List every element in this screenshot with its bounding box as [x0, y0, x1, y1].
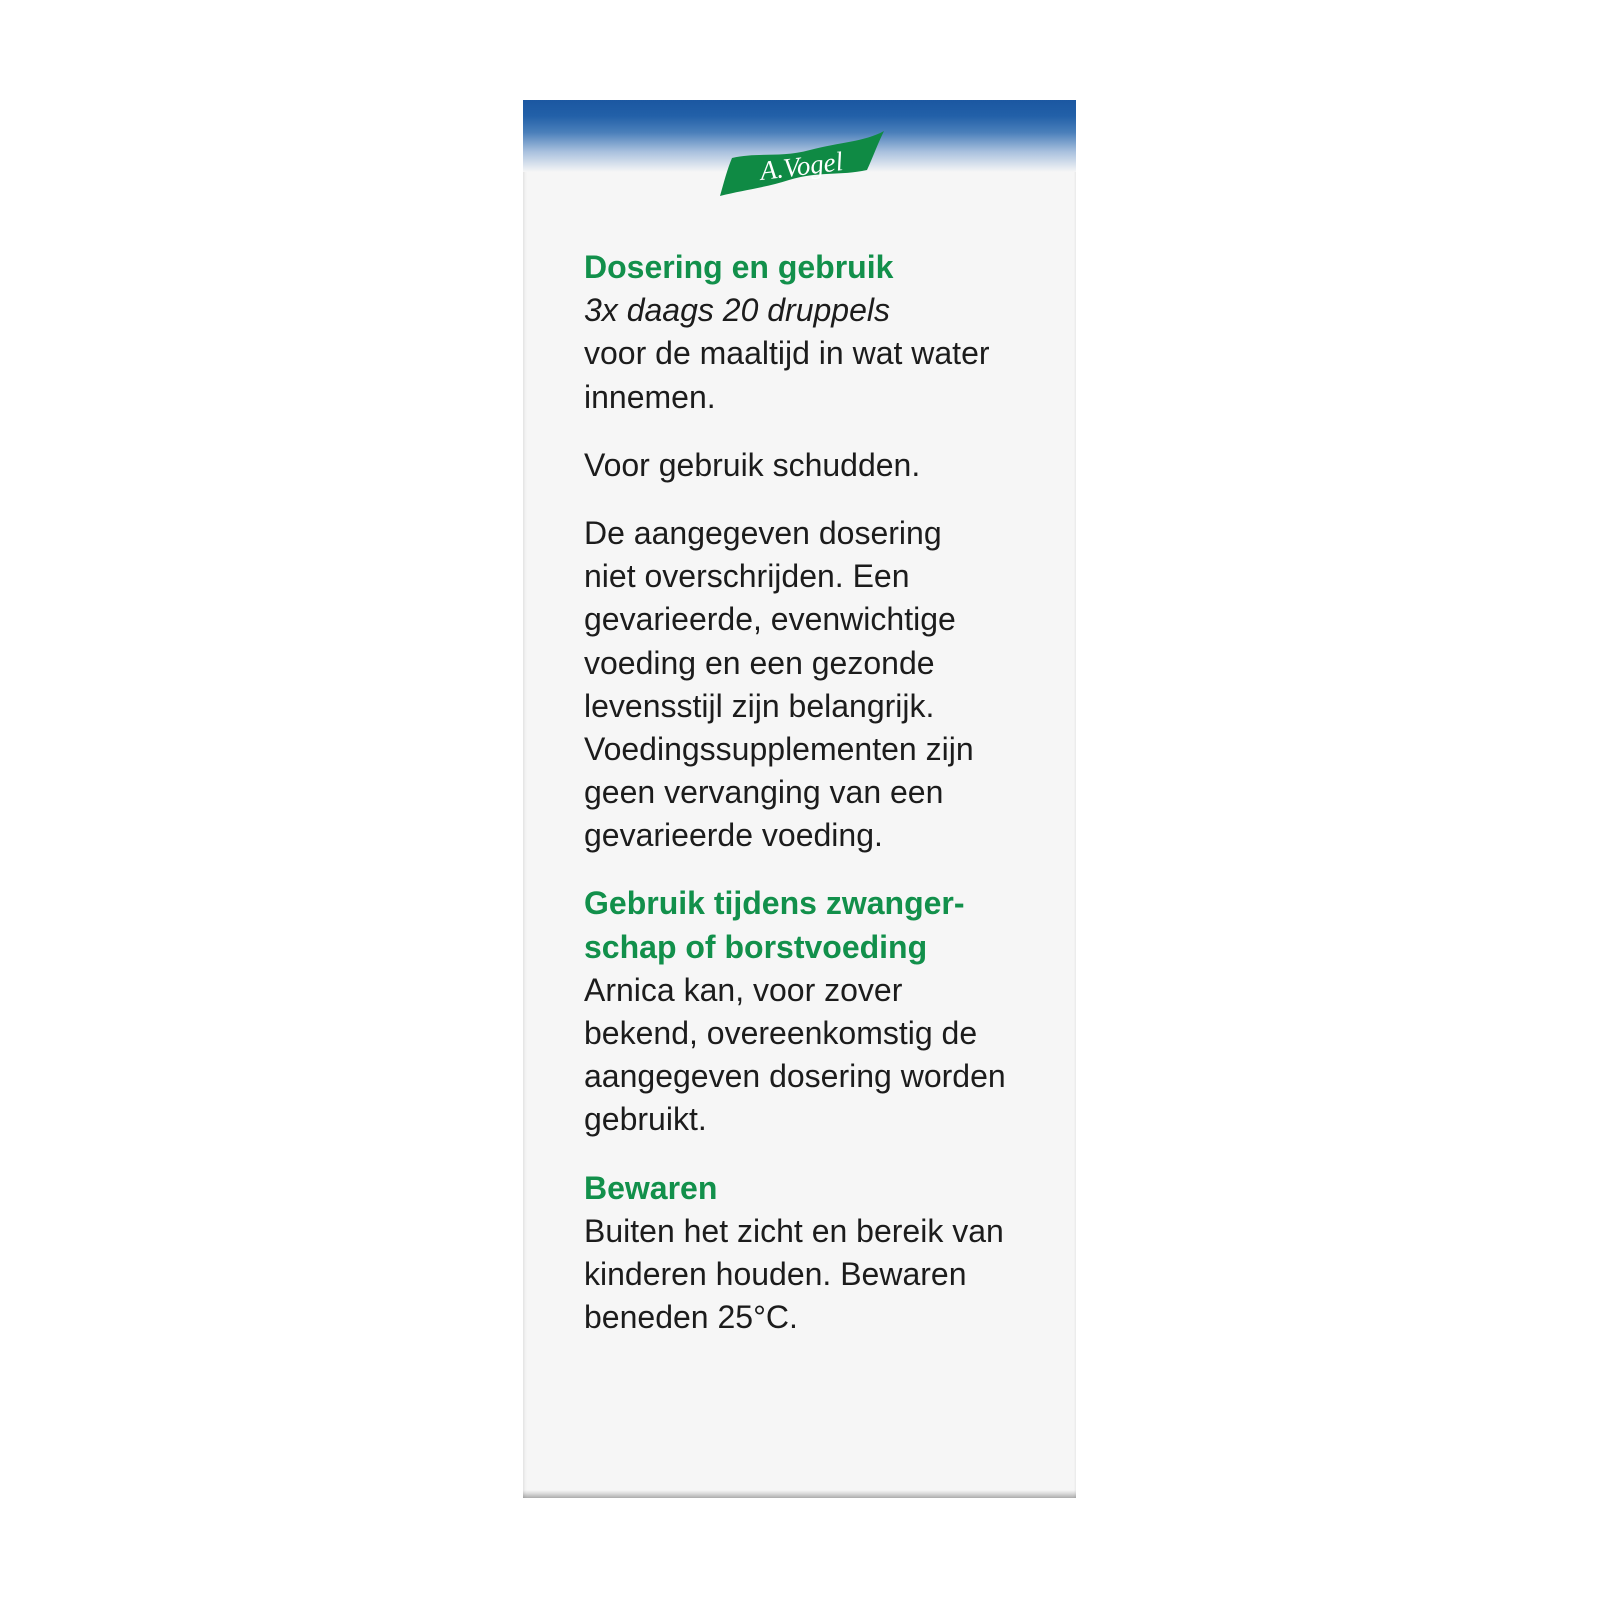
section-heading: Dosering en gebruik: [584, 249, 894, 285]
text-line: Buiten het zicht en bereik van: [584, 1212, 1004, 1249]
text-line: beneden 25°C.: [584, 1299, 798, 1336]
text-line: voeding en een gezonde: [584, 644, 935, 681]
text-line: gevarieerde voeding.: [584, 817, 883, 854]
text-line: De aangegeven dosering: [584, 514, 942, 551]
section-shake: [584, 444, 1064, 487]
section-pregnancy: [584, 882, 1064, 1141]
text-line: bekend, overeenkomstig de: [584, 1015, 978, 1051]
label-text: [584, 246, 1064, 1339]
text-line: aangegeven dosering worden: [584, 1058, 1006, 1095]
text-line: gebruikt.: [584, 1101, 707, 1138]
text-line: niet overschrijden. Een: [584, 558, 910, 595]
leaf-banner-icon: [718, 130, 884, 197]
text-line: Voor gebruik schudden.: [584, 446, 921, 483]
text-line: Voedingssupplementen zijn: [584, 730, 974, 767]
logo-text: A.Vogel: [758, 146, 845, 186]
section-storage: [584, 1167, 1064, 1340]
dosage-amount: 3x daags 20 druppels: [584, 292, 890, 329]
section-heading: schap of borstvoeding: [584, 928, 928, 965]
section-warning: [584, 512, 1064, 858]
bottom-edge-shadow: [523, 1490, 1076, 1498]
text-line: gevarieerde, evenwichtige: [584, 601, 956, 638]
section-heading: Gebruik tijdens zwanger-: [584, 885, 965, 922]
text-line: voor de maaltijd in wat water: [584, 335, 990, 372]
text-line: Arnica kan, voor zover: [584, 971, 903, 1008]
text-line: geen vervanging van een: [584, 774, 944, 811]
section-heading: Bewaren: [584, 1169, 718, 1206]
text-line: kinderen houden. Bewaren: [584, 1255, 967, 1292]
section-dosage: [584, 246, 1064, 419]
text-line: innemen.: [584, 378, 716, 415]
avogel-logo: [718, 130, 884, 197]
package-side-panel: [523, 100, 1076, 1498]
text-line: levensstijl zijn belangrijk.: [584, 687, 935, 724]
